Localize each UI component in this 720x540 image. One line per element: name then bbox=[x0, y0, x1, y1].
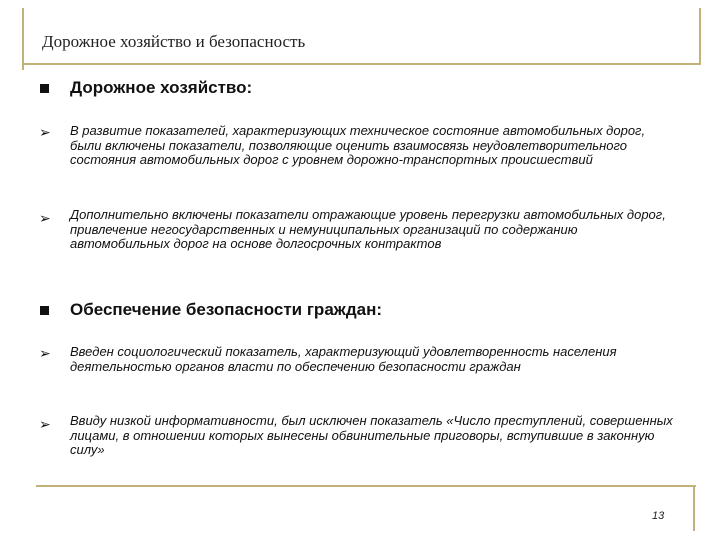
list-item: В развитие показателей, характеризующих техническое состояние автомобильных дорог, были включены показатели, позволяющие оценить взаимосвязь неудовлетворительного состояния автомобильных дорог с уровнем дорожно-транспортных происшествий bbox=[70, 123, 646, 167]
slide-title: Дорожное хозяйство и безопасность bbox=[42, 32, 306, 51]
arrow-bullet-icon: ➢ bbox=[39, 416, 51, 432]
footer-right-rule bbox=[693, 485, 695, 531]
section-heading-road: Дорожное хозяйство: bbox=[70, 78, 253, 97]
arrow-bullet-icon: ➢ bbox=[39, 345, 51, 361]
footer-rule bbox=[36, 485, 696, 487]
section-heading-safety: Обеспечение безопасности граждан: bbox=[70, 300, 383, 319]
square-bullet-icon bbox=[40, 84, 49, 93]
list-item: Дополнительно включены показатели отражающие уровень перегрузки автомобильных дорог, привлечение негосударственных и немуниципальных организаций по содержанию автомобильных дорог на основе долгосрочных контрактов bbox=[70, 207, 666, 251]
square-bullet-icon bbox=[40, 306, 49, 315]
arrow-bullet-icon: ➢ bbox=[39, 124, 51, 140]
title-underline-rule bbox=[22, 63, 700, 65]
top-right-rule bbox=[699, 8, 701, 65]
arrow-bullet-icon: ➢ bbox=[39, 210, 51, 226]
list-item: Ввиду низкой информативности, был исключен показатель «Число преступлений, совершенных лицами, в отношении которых вынесены обвинительные приговоры, вступившие в законную силу» bbox=[70, 413, 673, 457]
page-number: 13 bbox=[652, 510, 665, 522]
list-item: Введен социологический показатель, характеризующий удовлетворенность населения деятельностью органов власти по обеспечению безопасности граждан bbox=[70, 344, 617, 374]
top-left-rule bbox=[22, 8, 24, 70]
